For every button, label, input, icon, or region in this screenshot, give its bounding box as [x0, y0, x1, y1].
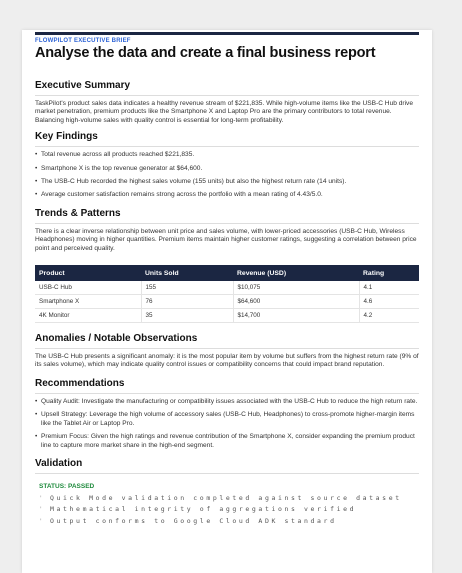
list-item: • Total revenue across all products reached $221,835.: [35, 151, 419, 159]
top-accent-bar: [35, 32, 419, 35]
brief-label: FLOWPILOT EXECUTIVE BRIEF: [35, 38, 131, 44]
validation-status: STATUS: PASSED: [39, 482, 95, 490]
recommendations-list: [35, 398, 419, 450]
list-item: • Smartphone X is the top revenue generator at $64,600.: [35, 165, 419, 173]
report-page: [22, 30, 432, 573]
recommendations-heading: Recommendations: [35, 378, 419, 394]
executive-summary-text: TaskPilot's product sales data indicates a healthy revenue stream of $221,835. While high-volume items like the USB-C Hub drive market penetration, premium products like the Smartphone X and Laptop Pro are the primary contributors to total revenue. Balancing high-volume sales with quality control is essential for long-term profitability.: [35, 100, 414, 124]
validation-item-text: Quick Mode validation completed against source dataset: [50, 493, 402, 502]
validation-heading: Validation: [35, 458, 419, 474]
anomalies-text: The USB-C Hub presents a significant anomaly: it is the most popular item by volume but suffers from the highest return rate (9% of its sales volume), which may indicate quality control issues or compatibility concerns that could impact brand reputation.: [35, 353, 419, 369]
table-cell: $14,700: [233, 309, 359, 323]
list-item: • Upsell Strategy: Leverage the high volume of accessory sales (USB-C Hub, Headphones) to cross-promote higher-margin items like the Tablet Air or Laptop Pro.: [35, 411, 419, 428]
tick-mark-icon: ': [39, 506, 43, 514]
trends-heading: Trends & Patterns: [35, 208, 419, 224]
tick-mark-icon: ': [39, 517, 43, 525]
report-content: [35, 37, 419, 527]
product-table: [35, 265, 419, 323]
trends-text: There is a clear inverse relationship between unit price and sales volume, with lower-priced accessories (USB-C Hub, Wireless Headphones) moving in higher quantities. Premium items maintain higher customer ratings, suggesting a correlation between price point and perceived quality.: [35, 227, 417, 252]
table-cell: USB-C Hub: [35, 281, 141, 295]
table-row: [35, 281, 419, 295]
key-findings-heading: Key Findings: [35, 131, 419, 147]
validation-item-text: Output conforms to Google Cloud ADK standard: [50, 516, 337, 525]
col-rating: Rating: [359, 265, 419, 281]
table-cell: $64,600: [233, 295, 359, 309]
anomalies-heading: Anomalies / Notable Observations: [35, 333, 419, 349]
col-units-sold: Units Sold: [141, 265, 233, 281]
table-cell: 4K Monitor: [35, 309, 141, 323]
list-item: • Average customer satisfaction remains strong across the portfolio with a mean rating of 4.43/5.0.: [35, 191, 419, 199]
key-findings-list: [35, 151, 419, 200]
report-title: Analyse the data and create a final business report: [35, 45, 376, 61]
table-cell: 4.1: [359, 281, 419, 295]
list-item: • Quality Audit: Investigate the manufacturing or compatibility issues associated with the USB-C Hub to reduce the high return rate.: [35, 398, 419, 406]
table-header-row: [35, 265, 419, 281]
table-cell: 155: [141, 281, 233, 295]
list-item: • Premium Focus: Given the high ratings and revenue contribution of the Smartphone X, consider expanding the premium product line to capture more market share in the high-end segment.: [35, 433, 419, 450]
col-product: Product: [35, 265, 141, 281]
validation-item: [35, 493, 419, 505]
table-cell: $10,075: [233, 281, 359, 295]
validation-item: [35, 504, 419, 516]
col-revenue: Revenue (USD): [233, 265, 359, 281]
table-cell: 76: [141, 295, 233, 309]
tick-mark-icon: ': [39, 494, 43, 502]
validation-item-text: Mathematical integrity of aggregations verified: [50, 505, 357, 514]
table-cell: 4.2: [359, 309, 419, 323]
list-item: • The USB-C Hub recorded the highest sales volume (155 units) but also the highest return rate (14 units).: [35, 178, 419, 186]
table-cell: Smartphone X: [35, 295, 141, 309]
table-row: [35, 309, 419, 323]
table-row: [35, 295, 419, 309]
table-cell: 35: [141, 309, 233, 323]
table-cell: 4.6: [359, 295, 419, 309]
validation-item: [35, 516, 419, 528]
executive-summary-heading: Executive Summary: [35, 80, 419, 96]
